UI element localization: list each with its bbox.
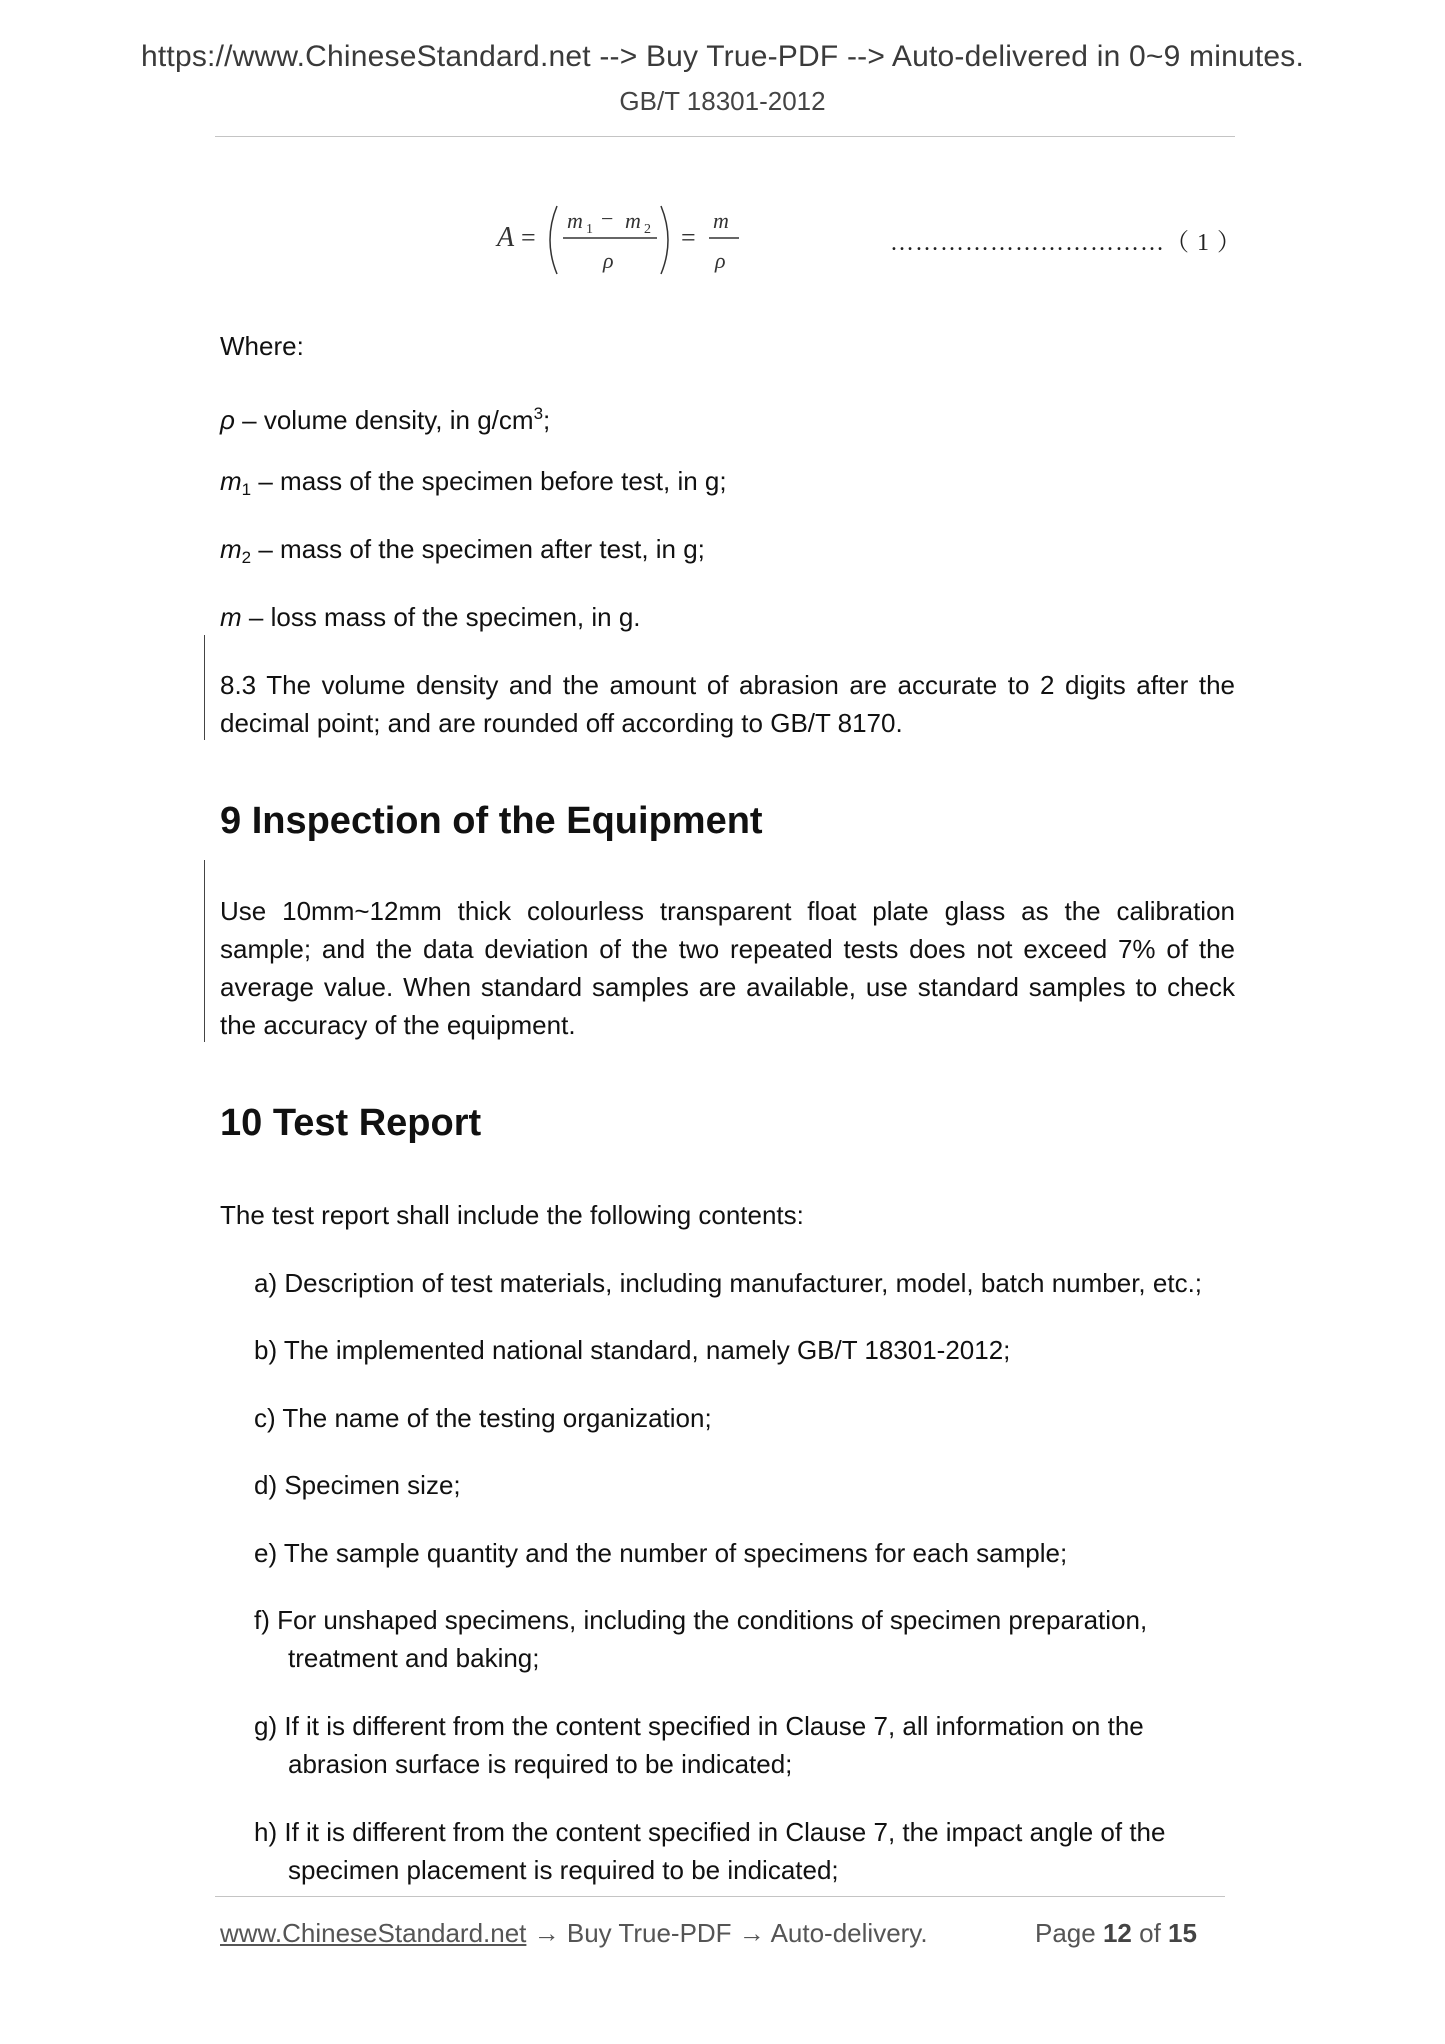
list-item (254, 1601, 1235, 1677)
formula-m1-sub: 1 (586, 222, 593, 237)
section-10-heading: 10 Test Report (220, 1102, 482, 1144)
formula-rho-1: ρ (603, 248, 614, 273)
section-9-body: Use 10mm~12mm thick colourless transparent float plate glass as the calibration sample; and the data deviation of the two repeated tests does not exceed 7% of the average value. When standard samples are available, use standard samples to check the accuracy of the equipment. (220, 896, 1235, 1040)
footer-site-link[interactable]: www.ChineseStandard.net (220, 1918, 527, 1948)
def-text: – loss mass of the specimen, in g. (241, 602, 641, 632)
formula-m2: m (625, 208, 641, 233)
where-label: Where: (220, 331, 304, 361)
page-indicator (1035, 1918, 1197, 1949)
def-symbol: m (220, 602, 242, 632)
definition-m (220, 598, 641, 636)
def-text: – mass of the specimen before test, in g; (251, 466, 727, 496)
list-item-text: e) The sample quantity and the number of specimens for each sample; (254, 1538, 1068, 1568)
formula-m1: m (567, 208, 583, 233)
list-item-text: f) For unshaped specimens, including the conditions of specimen preparation, (254, 1605, 1148, 1635)
list-item-continuation: abrasion surface is required to be indicated; (288, 1749, 793, 1779)
of-word: of (1139, 1918, 1161, 1948)
page-word: Page (1035, 1918, 1096, 1948)
list-item-continuation: specimen placement is required to be indicated; (288, 1855, 839, 1885)
list-item-text: d) Specimen size; (254, 1470, 461, 1500)
formula-lhs: A (497, 222, 515, 253)
list-item (254, 1399, 1235, 1437)
page-total: 15 (1168, 1918, 1197, 1948)
footer-rule (215, 1896, 1225, 1897)
list-item (254, 1534, 1235, 1572)
definition-m1 (220, 462, 727, 509)
def-text: – mass of the specimen after test, in g; (251, 534, 705, 564)
def-subscript: 2 (241, 548, 252, 567)
list-item-text: a) Description of test materials, including manufacturer, model, batch number, etc.; (254, 1268, 1203, 1298)
abrasion-formula (495, 200, 755, 280)
footer-tagline: → Buy True-PDF → Auto-delivery. (526, 1918, 928, 1948)
section-9-heading: 9 Inspection of the Equipment (220, 800, 763, 842)
list-item (254, 1264, 1235, 1302)
formula-equals-1: = (521, 223, 536, 252)
def-symbol: m (220, 534, 242, 564)
list-item-text: g) If it is different from the content specified in Clause 7, all information on the (254, 1711, 1144, 1741)
formula-m: m (713, 208, 729, 233)
list-item-text: c) The name of the testing organization; (254, 1403, 712, 1433)
list-item (254, 1813, 1235, 1889)
list-item (254, 1466, 1235, 1504)
formula-equals-2: = (681, 223, 696, 252)
list-item (254, 1331, 1235, 1369)
standard-code: GB/T 18301-2012 (619, 86, 826, 116)
formula-minus: − (601, 206, 614, 231)
footer-left (220, 1918, 928, 1949)
def-tail: ; (543, 405, 551, 435)
clause-8-3: 8.3 The volume density and the amount of abrasion are accurate to 2 digits after the decimal point; and are rounded off according to GB/T 8170. (220, 670, 1235, 738)
formula-right-paren (661, 206, 668, 274)
formula-m2-sub: 2 (644, 222, 651, 237)
def-superscript: 3 (533, 404, 544, 423)
list-item-text: b) The implemented national standard, namely GB/T 18301-2012; (254, 1335, 1011, 1365)
header-rule (215, 136, 1235, 137)
definition-rho (220, 395, 550, 439)
list-item-text: h) If it is different from the content specified in Clause 7, the impact angle of the (254, 1817, 1166, 1847)
formula-rho-2: ρ (715, 248, 726, 273)
page-number: 12 (1102, 1918, 1132, 1948)
change-bar (204, 635, 205, 740)
formula-left-paren (550, 206, 557, 274)
source-banner: https://www.ChineseStandard.net --> Buy True-PDF --> Auto-delivered in 0~9 minutes. (141, 40, 1304, 73)
def-subscript: 1 (241, 480, 252, 499)
def-text: – volume density, in g/cm (234, 405, 534, 435)
change-bar (204, 860, 205, 1042)
def-symbol: m (220, 466, 242, 496)
list-item (254, 1707, 1235, 1783)
definition-m2 (220, 530, 705, 577)
section-10-intro: The test report shall include the following contents: (220, 1200, 804, 1230)
def-symbol: ρ (220, 405, 235, 435)
list-item-continuation: treatment and baking; (288, 1643, 540, 1673)
equation-number: ……………………………（ 1 ） (890, 230, 1242, 256)
